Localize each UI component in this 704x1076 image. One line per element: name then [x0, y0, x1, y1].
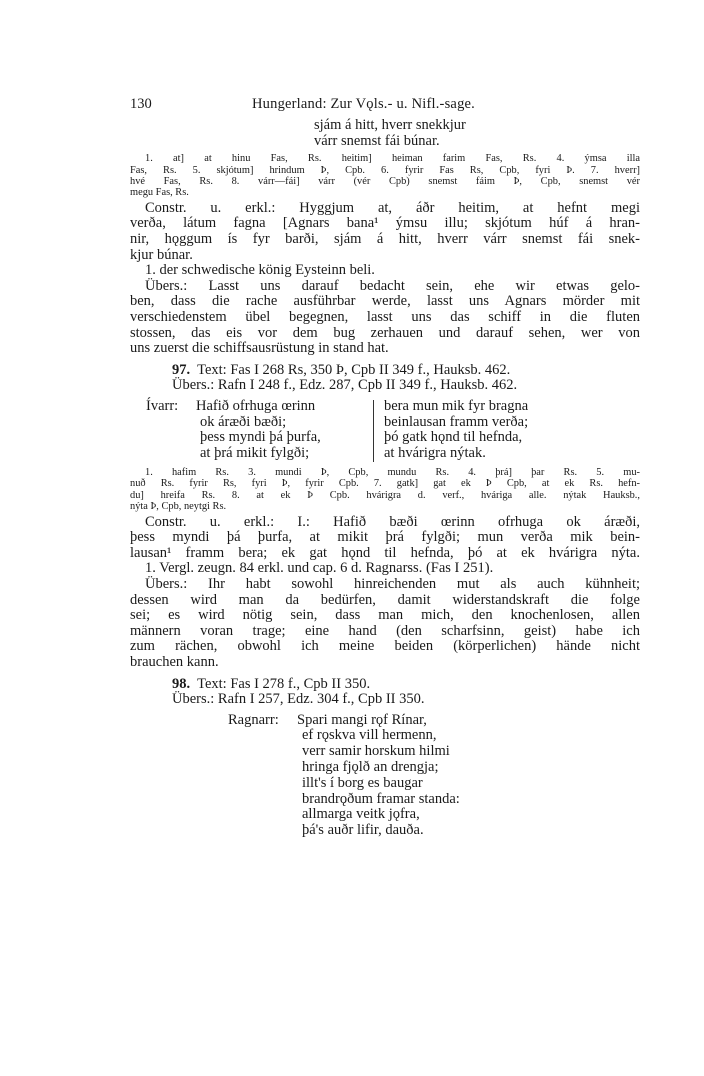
note-line: 1. hafim Rs. 3. mundi Þ, Cpb, mundu Rs. 4. þrá] þar Rs. 5. mu-: [145, 466, 640, 478]
verse-line: þess myndi þá þurfa,: [200, 429, 321, 446]
verse-line: at hvárigra nýtak.: [384, 444, 486, 461]
verse-line: bera mun mik fyr bragna: [384, 397, 529, 414]
text-line: uns zuerst die schiffsausrüstung in stand hat.: [130, 340, 389, 357]
text-sources: Text: Fas I 268 Rs, 350 Þ, Cpb II 349 f., Hauksb. 462.: [197, 361, 511, 378]
note-line: nuð Rs. fyrir Rs, fyri Þ, fyrir Cpb. 7. gatk] gat ek Þ Cpb, at ek Rs. hefn-: [130, 478, 640, 490]
section-source-line: [130, 363, 640, 379]
text-line: verschiedenstem übel begegnen, lasst uns das schiff in die fluten: [130, 308, 640, 325]
section-98-header: [130, 677, 640, 708]
text-line: nir, hǫggum ís fyr barði, sjám á hitt, hverr várr snemst fái snek-: [130, 231, 640, 247]
variant-notes-96: [130, 153, 640, 199]
text-line: dessen wird man da bedürfen, damit widerstandskraft die folge: [130, 591, 640, 608]
verse-line: þó gatk hǫnd til hefnda,: [384, 429, 523, 446]
text-line: Übers.: Lasst uns darauf bedacht sein, ehe wir etwas gelo-: [145, 277, 640, 294]
text-line: sei; es wird nötig sein, dass man mich, den knochenlosen, allen: [130, 607, 640, 624]
speaker-name: Ívarr:: [146, 397, 179, 414]
note-line: du] hreifa Rs. 8. at ek Þ Cpb. hvárigra d. verf., hváriga alle. nýtak Hauksb.,: [130, 489, 640, 501]
text-line: þess myndi þá þurfa, at mikit þrá fylgði; mun verða mik bein-: [130, 529, 640, 546]
text-line: ben, dass die rache ausführbar werde, lasst uns Agnars mörder mit: [130, 293, 640, 310]
translation-96: [130, 279, 640, 357]
verse-line: sjám á hitt, hverr snekkjur: [314, 117, 466, 133]
note-line: nýta Þ, Cpb, neytgi Rs.: [130, 501, 227, 513]
section-97-header: [130, 363, 640, 394]
text-line: Constr. u. erkl.: Hyggjum at, áðr heitim, at hefnt megi: [145, 199, 640, 216]
page-number: 130: [130, 96, 152, 112]
speaker-name: Ragnarr:: [228, 711, 279, 728]
text-line: zum rächen, obwohl ich meine beiden (körperlichen) hände nicht: [130, 638, 640, 655]
section-number: 98.: [172, 675, 191, 692]
text-line: lausan¹ framm bera; ek gat hǫnd til hefnda, þó at ek hvárigra nýta.: [130, 544, 640, 561]
verse-line: þá's auðr lifir, dauða.: [302, 822, 424, 839]
note-line: megu Fas, Rs.: [130, 187, 189, 199]
page-header: [130, 96, 640, 118]
footnote-96: 1. der schwedische könig Eysteinn beli.: [145, 262, 375, 279]
section-number: 97.: [172, 361, 191, 378]
verse-line: verr samir horskum hilmi: [302, 743, 450, 760]
verse-line: Spari mangi rǫf Rínar,: [297, 711, 427, 728]
verse-line: ef rǫskva vill hermenn,: [302, 727, 437, 744]
verse-line: illt's í borg es baugar: [302, 774, 423, 791]
text-line: Übers.: Ihr habt sowohl hinreichenden mut als auch kühnheit;: [145, 575, 640, 592]
note-line: hvé Fas, Rs. 8. várr—fái] várr (vér Cpb) snemst fáim Þ, Cpb, snemst vér: [130, 176, 640, 187]
text-line: männern voran trage; eine hand (den scharfsinn, geist) habe ich: [130, 622, 640, 639]
text-line: kjur búnar.: [130, 246, 193, 263]
translation-97: [130, 577, 640, 671]
verse-line: brandrǫðum framar standa:: [302, 790, 460, 807]
verse-stanza-97: [130, 399, 640, 465]
translation-sources: Übers.: Rafn I 248 f., Edz. 287, Cpb II 349 f., Hauksb. 462.: [172, 377, 518, 394]
verse-line: at þrá mikit fylgði;: [200, 444, 310, 461]
verse-line: ok áræði bæði;: [200, 413, 287, 430]
verse-column: [297, 711, 460, 839]
verse-line: várr snemst fái búnar.: [314, 132, 440, 149]
book-page: [130, 96, 640, 841]
text-line: stossen, das eis vor dem bug zerhauen und darauf sehen, wer von: [130, 324, 640, 341]
verse-line: beinlausan framm verða;: [384, 413, 529, 430]
note-line: Fas, Rs. 5. skjótum] hrindum Þ, Cpb. 6. fyrir Fas Rs, Cpb, fyri Þ. 7. hverr]: [130, 164, 640, 176]
verse-stanza-96-end: [130, 118, 640, 149]
variant-notes-97: [130, 467, 640, 513]
footnote-97: 1. Vergl. zeugn. 84 erkl. und cap. 6 d. Ragnarss. (Fas I 251).: [145, 560, 494, 577]
note-line: 1. at] at hinu Fas, Rs. heitim] heiman farim Fas, Rs. 4. ýmsa illa: [145, 153, 640, 165]
verse-right-column: [384, 399, 528, 461]
text-line: verða, látum fagna [Agnars bana¹ ýmsu illu; skjótum húf á hran-: [130, 215, 640, 232]
text-sources: Text: Fas I 278 f., Cpb II 350.: [197, 675, 371, 692]
verse-line: Hafið ofrhuga œrinn: [196, 397, 316, 414]
verse-left-column: [196, 397, 321, 461]
verse-line: hringa fjǫlð an drengja;: [302, 759, 439, 776]
column-divider: [373, 400, 374, 462]
translation-sources: Übers.: Rafn I 257, Edz. 304 f., Cpb II 350.: [172, 691, 425, 708]
section-source-line: [130, 677, 640, 693]
verse-line: allmarga veitk jǫfra,: [302, 806, 420, 823]
text-line: brauchen kann.: [130, 653, 219, 670]
construction-97: [130, 515, 640, 562]
verse-stanza-98: [130, 713, 640, 841]
construction-96: [130, 201, 640, 263]
text-line: Constr. u. erkl.: I.: Hafið bæði œrinn ofrhuga ok áræði,: [145, 513, 640, 530]
running-title: Hungerland: Zur Vǫls.- u. Nifl.-sage.: [252, 96, 475, 112]
